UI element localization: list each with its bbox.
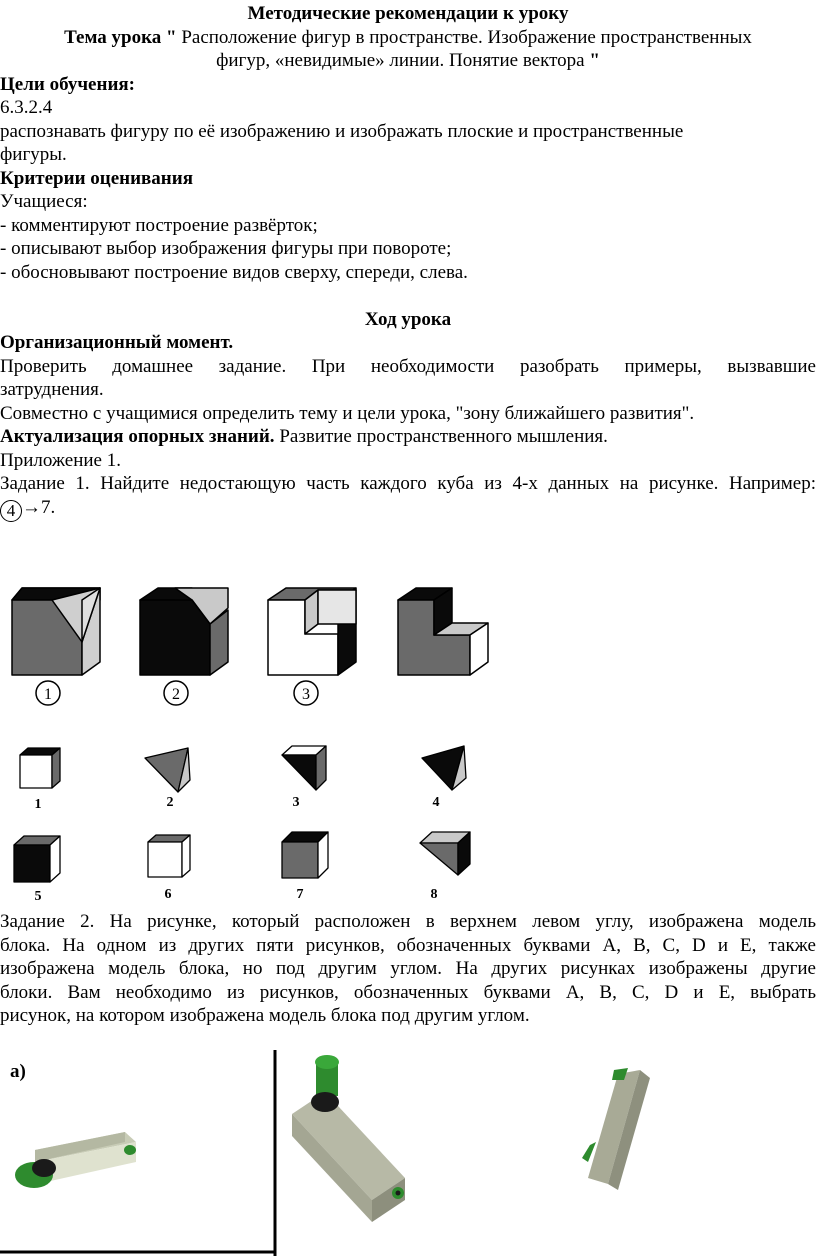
big-cube-1 (12, 588, 100, 675)
actualization-text: Развитие пространственного мышления. (274, 426, 608, 447)
piece-8 (420, 832, 470, 875)
task1-example-rest: →7. (22, 496, 56, 518)
piece-3 (282, 746, 326, 790)
topic-text-1: Расположение фигур в пространстве. Изображение пространственных (176, 26, 752, 48)
piece-7 (282, 832, 328, 878)
task2-line4: блоки. Вам необходимо из рисунков, обозначенных буквами A, B, C, D и E, выбрать (0, 981, 816, 1003)
piece-label-8: 8 (430, 887, 438, 902)
piece-label-6: 6 (164, 887, 172, 902)
big-cube-label-3: 3 (302, 686, 310, 703)
lesson-topic-line1 (0, 26, 816, 50)
criteria-item-3: - обосновывают построение видов сверху, спереди, слева. (0, 261, 468, 283)
big-cube-3 (268, 588, 356, 675)
big-cube-4 (398, 588, 488, 675)
block-option-3 (582, 1068, 650, 1190)
task1-text: Задание 1. Найдите недостающую часть каждого куба из 4-х данных на рисунке. Например: (0, 473, 816, 494)
topic-close-quote: " (589, 50, 600, 71)
topic-text-2: фигур, «невидимые» линии. Понятие вектора (216, 50, 590, 71)
goals-heading: Цели обучения: (0, 73, 135, 95)
org-heading: Организационный момент. (0, 332, 234, 353)
task1-example (0, 496, 816, 522)
block-option-2 (292, 1055, 405, 1222)
goals-text-line1: распознавать фигуру по её изображению и изображать плоские и пространственные (0, 120, 684, 142)
piece-1 (20, 748, 60, 788)
piece-5 (14, 836, 60, 882)
big-cube-labels (36, 681, 318, 705)
panel-a-label: а) (10, 1061, 26, 1082)
cube-puzzle-figure (0, 580, 816, 905)
criteria-item-1: - комментируют построение развёрток; (0, 214, 318, 236)
goals-text-line2: фигуры. (0, 144, 67, 165)
piece-label-2: 2 (166, 795, 174, 810)
circled-number: 4 (0, 500, 22, 522)
task2-line1: Задание 2. На рисунке, который расположен в верхнем левом углу, изображена модель (0, 911, 816, 932)
big-cube-label-2: 2 (172, 686, 180, 703)
piece-4 (422, 746, 466, 790)
block-models-figure (0, 1050, 816, 1256)
piece-label-3: 3 (292, 795, 300, 810)
blank-line (0, 284, 816, 308)
topic-label: Тема урока " (64, 26, 177, 48)
criteria-intro: Учащиеся: (0, 191, 88, 212)
actualization-heading: Актуализация опорных знаний. (0, 426, 275, 447)
criteria-item-2: - описывают выбор изображения фигуры при повороте; (0, 238, 452, 259)
big-cube-2 (140, 588, 228, 675)
goals-code: 6.3.2.4 (0, 97, 53, 118)
org-text-line1: Проверить домашнее задание. При необходимости разобрать примеры, вызвавшие (0, 355, 816, 377)
piece-2 (145, 748, 190, 792)
piece-label-7: 7 (296, 887, 304, 902)
appendix-label: Приложение 1. (0, 449, 121, 471)
lesson-heading: Ход урока (364, 308, 452, 330)
page-title: Методические рекомендации к уроку (247, 3, 569, 24)
org-text-line3: Совместно с учащимися определить тему и цели урока, "зону ближайшего развития". (0, 402, 695, 424)
actualization-line (0, 425, 816, 449)
org-text-line2: затруднения. (0, 379, 104, 400)
task2-line5: рисунок, на котором изображена модель блока под другим углом. (0, 1005, 530, 1026)
panel-a (0, 1050, 275, 1256)
piece-label-1: 1 (34, 797, 42, 812)
task2-line2: блока. На одном из других пяти рисунков, обозначенных буквами A, B, C, D и E, также (0, 934, 816, 956)
big-cube-label-1: 1 (44, 686, 52, 703)
task2-block (0, 910, 816, 1028)
piece-6 (148, 835, 190, 877)
task2-line3: изображена модель блока, но под другим углом. На других рисунках изображены другие (0, 958, 816, 979)
piece-label-5: 5 (34, 889, 42, 904)
criteria-heading: Критерии оценивания (0, 167, 193, 189)
piece-label-4: 4 (432, 795, 440, 810)
lesson-topic-line2 (0, 49, 816, 73)
